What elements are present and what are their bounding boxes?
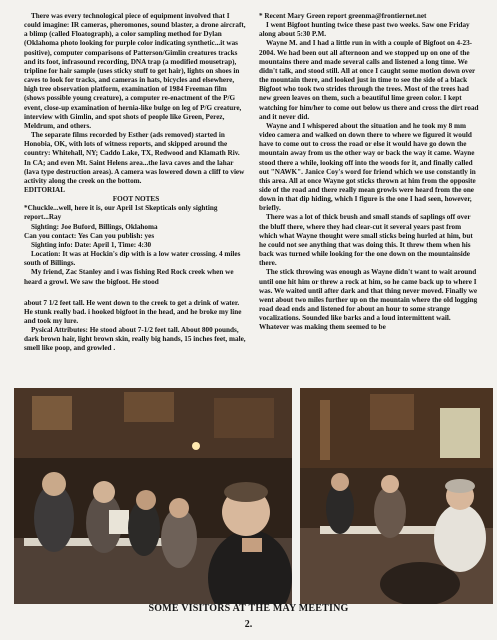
report-paragraph-3: Wayne and I whispered about the situation and he took my 8 mm video camera and walked on down there to where we figured it would have to come out to cross the road or else it would have go down the mountain away from us the other way or back the way it came. Wayne stood there a while, looking off into the woods for it, and finally called out "NAWK". Janice Coy's word for friend which we use constantly in this area. All at once Wayne got sticks thrown at him from the opposite side of the road and there really mean growls were heard from the one down in that dip hiding, which I figure is the one I had seen, however, briefly. <box>259 121 476 213</box>
report-paragraph-1: I went Bigfoot hunting twice these past two weeks. Saw one Friday along about 5:30 P.M. <box>259 21 470 39</box>
chuckle-line: *Chuckle...well, here it is, our April 1st Skepticals only sighting report...Ray <box>24 204 218 222</box>
sighting-info-line: Sighting info: Date: April 1, Time: 4:30 <box>31 240 152 249</box>
friend-paragraph: My friend, Zac Stanley and i was fishing Red Rock creek when we heard a growl. We saw the bigfoot. He stood <box>24 268 234 286</box>
recent-report-heading: * Recent Mary Green report greenma@frontiernet.net <box>259 12 427 20</box>
meeting-photo-left <box>14 388 292 604</box>
intro-paragraph: There was every technological piece of equipment involved that I could imagine: IR cameras, pheromones, sound blaster, a drone aircraft, a blimp (called Floatograph), a color sampling method for Dylan (Oklahoma photo looking for purple color indicating synthetic...it was positive), computer comparisons of Patterson/Gimlin creatures tracks and its foot, infrasound recording, DNA trap (a modified mousetrap), tripline for hair sample (uses sticky stuff to get hair), lights on shoes in caves to look for tracks, and cameras in hats, bicycles and elsewhere, high tree observation platform, examination of 1984 Freeman film (shows possible young creature), a computer re-enactment of the P/G event, close-up examination of hernia-like bulge on leg of P/G creature, interview with Gimlin, and spot shots of people like Green, Perez, Meldrum, and others. <box>24 12 246 130</box>
right-text-column <box>259 12 479 332</box>
left-text-column <box>24 12 248 354</box>
report-paragraph-5: The stick throwing was enough as Wayne didn't want to wait around until one hit him or threw a rock at him, so he came back up to where I was. We waited until after dark and that thing never moved. Finally we went about two miles further up on the mountain where the old logging road dead ends and listened for about an hour to some strange vocalizations. Sounded like barks and a loud intermittent wail. Whatever was making them seemed to be <box>259 268 478 332</box>
physical-attributes-paragraph: Pysical Attributes: He stood about 7-1/2 feet tall. About 800 pounds, dark brown hair, light brown skin, really big hands, 15 inches feet, male, smell like poop, and growled . <box>24 326 246 353</box>
meeting-photo-right <box>300 388 493 604</box>
photo-caption: SOME VISITORS AT THE MAY MEETING <box>148 603 349 614</box>
footnotes-heading: FOOT NOTES <box>112 195 160 204</box>
films-paragraph: The separate films recorded by Esther (ads removed) started in Honobia, OK, with lots of witness reports, and skipped around the country: Whitehall, NY; Caddo Lake, TX, Redwood and Klamath Riv. In CA; and even Mt. Saint Helens area...the lava caves and the lahar (lava type destruction areas). A camera was lowered down a cliff to view activity along the creek on the bottom. <box>24 131 245 185</box>
page-number: 2. <box>244 619 253 630</box>
report-paragraph-2: Wayne M. and I had a little run in with a couple of Bigfoot on 4-23-2004. We had been out all afternoon and we stopped up on one of the mountains there and made several calls and listened a long time. We didn't talk, and stood still. All at once I caught some motion down over the mountain there, and looked just in time to see the side of a black Bigfoot who took two strides through the trees. Most of the trees had new green leaves on them, such a beautiful lime green color. I kept watching for him/her to come out below us there and cross the dirt road and it never did. <box>259 39 479 121</box>
editorial-label: EDITORIAL <box>24 185 66 194</box>
report-paragraph-4: There was a lot of thick brush and small stands of saplings off over the bluff there, where they had clear-cut it several years past from which what Wayne thought were small sticks being hurled at him, but he could not see anything that was doing this. It threw them when his back was turned while looking for the one down on the mountainside there. <box>259 213 473 268</box>
sighting-line: Sighting: Joe Buford, Billings, Oklahoma <box>31 222 158 231</box>
contact-line: Can you contact: Yes Can you publish: yes <box>24 231 155 240</box>
location-line: Location: It was at Hockin's dip with is a low water crossing. 4 miles south of Billings. <box>24 250 241 268</box>
continued-paragraph: about 7 1/2 feet tall. He went down to the creek to get a drink of water. He stunk really bad. i hooked bigfoot in the head, and he broke my line and took my lure. <box>24 298 242 325</box>
